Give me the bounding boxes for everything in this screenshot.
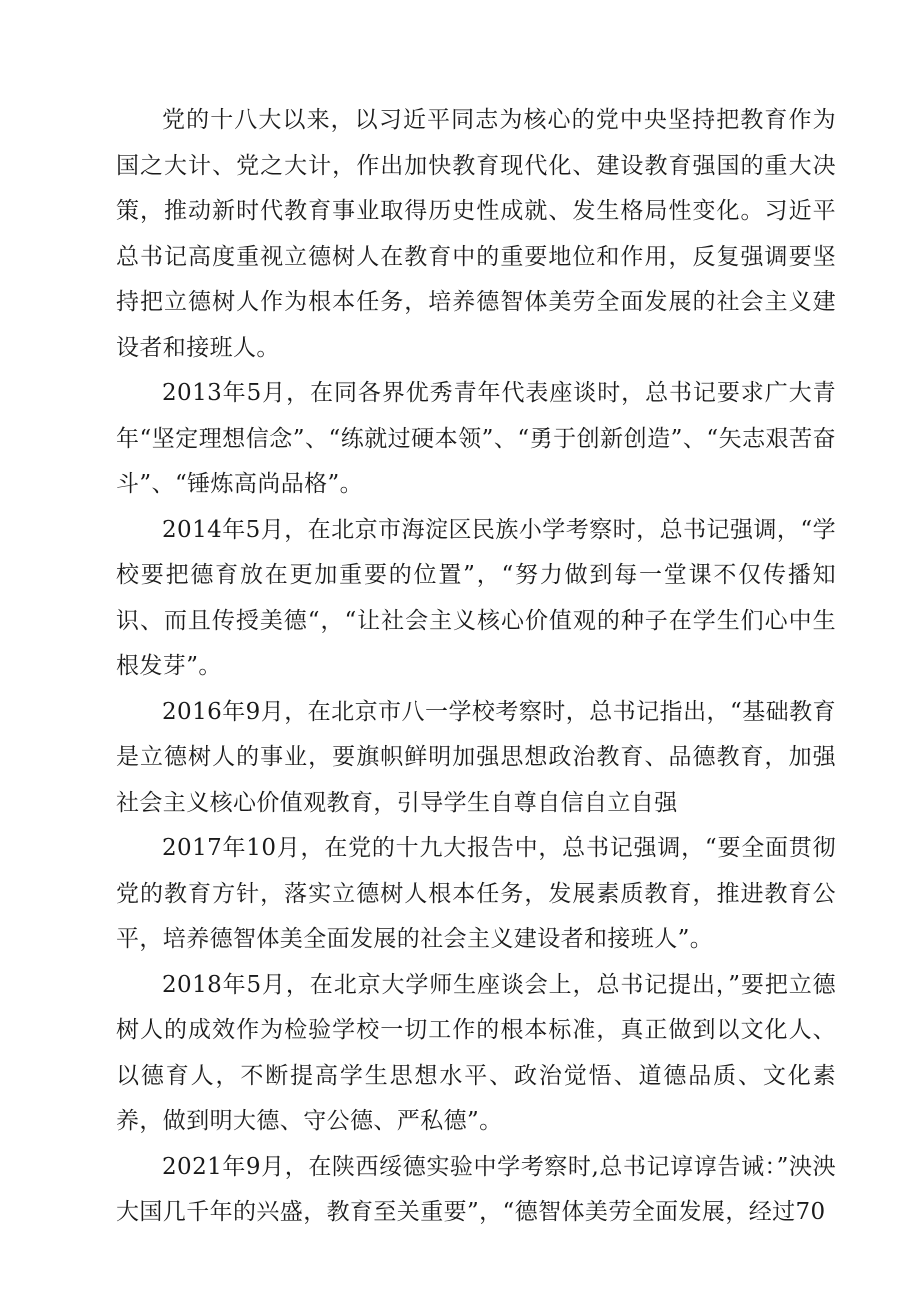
paragraph-2021: 2021年9月，在陕西绥德实验中学考察时,总书记谆谆告诫：”泱泱大国几千年的兴盛，教育至关重要”，“德智体美劳全面发展，经过70 [116, 1153, 836, 1225]
paragraph-2017: 2017年10月，在党的十九大报告中，总书记强调，“要全面贯彻党的教育方针，落实立德树人根本任务，发展素质教育，推进教育公平，培养德智体美全面发展的社会主义建设者和接班人”。 [116, 835, 836, 952]
document-body [116, 98, 836, 1236]
paragraph-2013: 2013年5月，在同各界优秀青年代表座谈时，总书记要求广大青年“坚定理想信念”、“练就过硬本领”、“勇于创新创造”、“矢志艰苦奋斗”、“锤炼高尚品格”。 [116, 380, 836, 497]
paragraph-2014: 2014年5月，在北京市海淀区民族小学考察时，总书记强调，“学校要把德育放在更加重要的位置”，“努力做到每一堂课不仅传播知识、而且传授美德“，“让社会主义核心价值观的种子在学生们心中生根发芽”。 [116, 516, 836, 679]
paragraph-intro: 党的十八大以来，以习近平同志为核心的党中央坚持把教育作为国之大计、党之大计，作出加快教育现代化、建设教育强国的重大决策，推动新时代教育事业取得历史性成就、发生格局性变化。习近平总书记高度重视立德树人在教育中的重要地位和作用，反复强调要坚持把立德树人作为根本任务，培养德智体美劳全面发展的社会主义建设者和接班人。 [116, 107, 836, 361]
paragraph-2018: 2018年5月，在北京大学师生座谈会上，总书记提出，”要把立德树人的成效作为检验学校一切工作的根本标准，真正做到以文化人、以德育人，不断提高学生思想水平、政治觉悟、道德品质、文化素养，做到明大德、守公德、严私德”。 [116, 971, 836, 1134]
paragraph-2016: 2016年9月，在北京市八一学校考察时，总书记指出，“基础教育是立德树人的事业，要旗帜鲜明加强思想政治教育、品德教育，加强社会主义核心价值观教育，引导学生自尊自信自立自强 [116, 698, 836, 816]
